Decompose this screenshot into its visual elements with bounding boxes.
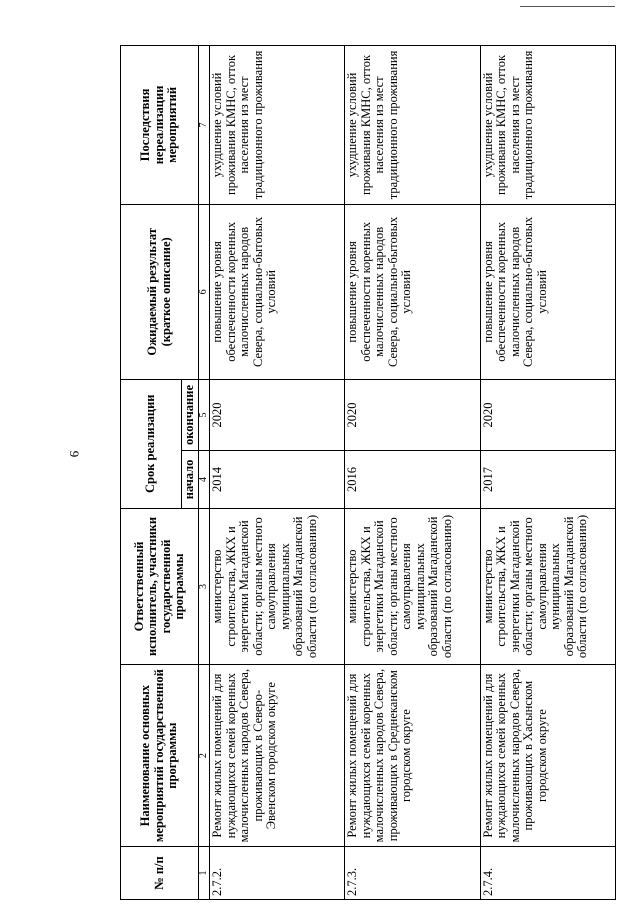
header-consequences: Последствия нереализации мероприятий — [121, 46, 199, 205]
row-consequences: ухудшение условий проживания КМНС, отток населения из мест традиционного проживания — [480, 46, 615, 205]
header-name: Наименование основных мероприятий государственной программы — [121, 665, 199, 847]
header-period: Срок реализации — [121, 379, 182, 508]
row-result: повышение уровня обеспеченности коренных малочисленных народов Севера, социально-бытовых условий — [210, 204, 345, 379]
table-row — [210, 46, 345, 900]
column-index: 4 — [199, 451, 210, 509]
column-index: 3 — [199, 508, 210, 665]
header-result: Ожидаемый результат (краткое описание) — [121, 204, 199, 379]
top-rule — [520, 6, 615, 7]
measures-table — [120, 45, 616, 900]
column-index: 2 — [199, 665, 210, 847]
rotated-table-container — [120, 45, 616, 900]
row-start: 2017 — [480, 451, 615, 509]
column-index: 5 — [199, 379, 210, 450]
header-start: начало — [182, 451, 199, 509]
row-name: Ремонт жилых помещений для нуждающихся семей коренных малочисленных народов Севера, проживающих в Хасынском городском округе — [480, 665, 615, 847]
row-result: повышение уровня обеспеченности коренных малочисленных народов Севера, социально-бытовых условий — [480, 204, 615, 379]
row-result: повышение уровня обеспеченности коренных малочисленных народов Севера, социально-бытовых условий — [345, 204, 480, 379]
row-name: Ремонт жилых помещений для нуждающихся семей коренных малочисленных народов Севера, проживающих в Северо-Эвенском городском округе — [210, 665, 345, 847]
row-end: 2020 — [210, 379, 345, 450]
row-start: 2014 — [210, 451, 345, 509]
header-end: окончание — [182, 379, 199, 450]
table-row — [480, 46, 615, 900]
header-num: № п/п — [121, 847, 199, 900]
row-num: 2.7.3. — [345, 847, 480, 900]
column-index: 7 — [199, 46, 210, 205]
row-end: 2020 — [345, 379, 480, 450]
table-row — [345, 46, 480, 900]
header-executor: Ответственный исполнитель, участники государственной программы — [121, 508, 199, 665]
row-name: Ремонт жилых помещений для нуждающихся семей коренных малочисленных народов Севера, проживающих в Среднеканском городском округе — [345, 665, 480, 847]
row-start: 2016 — [345, 451, 480, 509]
row-num: 2.7.4. — [480, 847, 615, 900]
row-executor: министерство строительства, ЖКХ и энергетики Магаданской области; органы местного самоуправления муниципальных образований Магаданской области (по согласованию) — [345, 508, 480, 665]
row-num: 2.7.2. — [210, 847, 345, 900]
page-number: 9 — [67, 450, 82, 458]
row-end: 2020 — [480, 379, 615, 450]
row-executor: министерство строительства, ЖКХ и энергетики Магаданской области; органы местного самоуправления муниципальных образований Магаданской области (по согласованию) — [480, 508, 615, 665]
column-index: 6 — [199, 204, 210, 379]
row-consequences: ухудшение условий проживания КМНС, отток населения из мест традиционного проживания — [210, 46, 345, 205]
column-index: 1 — [199, 847, 210, 900]
row-executor: министерство строительства, ЖКХ и энергетики Магаданской области; органы местного самоуправления муниципальных образований Магаданской области (по согласованию) — [210, 508, 345, 665]
row-consequences: ухудшение условий проживания КМНС, отток населения из мест традиционного проживания — [345, 46, 480, 205]
